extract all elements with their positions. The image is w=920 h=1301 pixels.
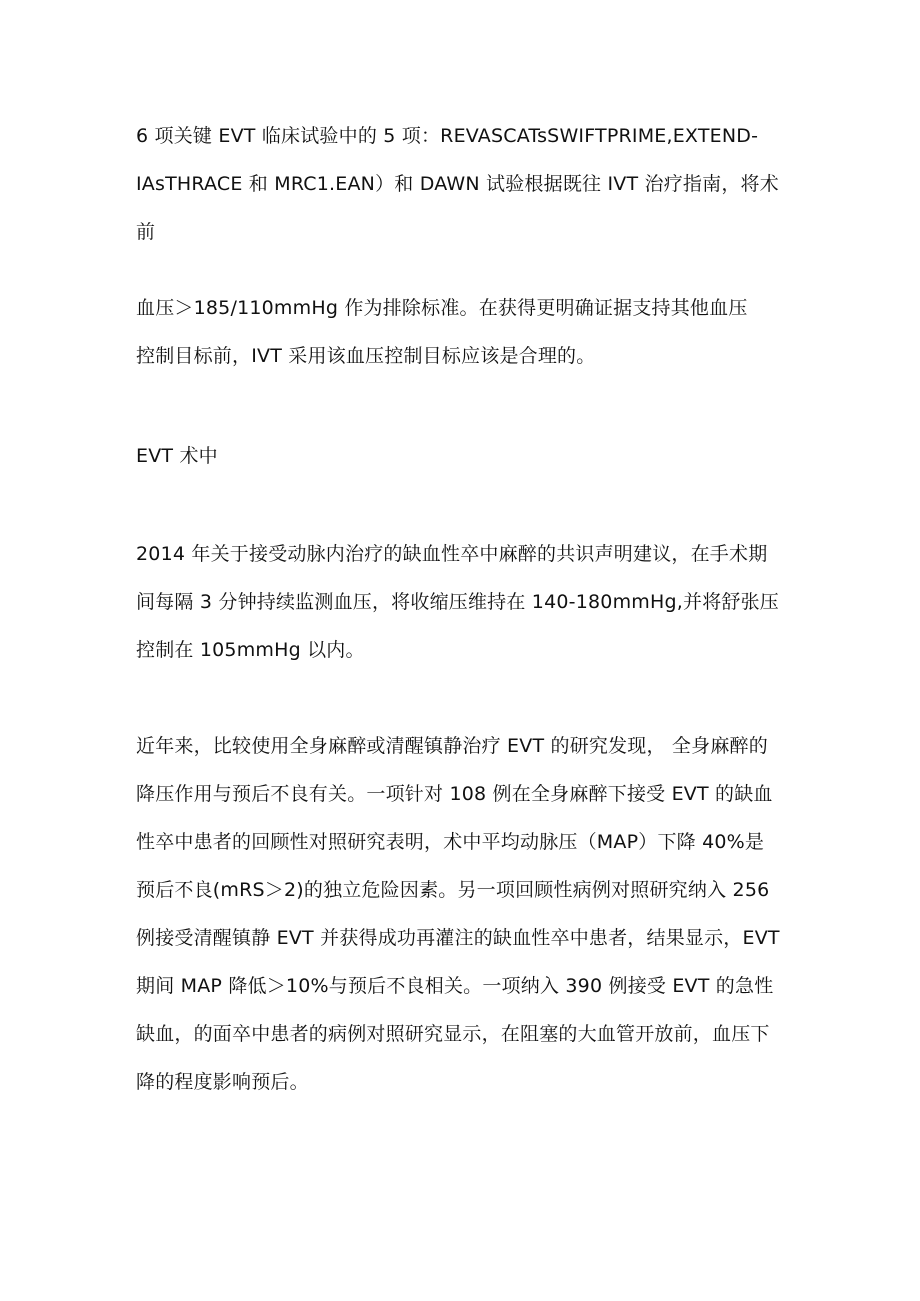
text-line: 预后不良(mRS＞2)的独立危险因素。另一项回顾性病例对照研究纳入 256 [136, 879, 770, 901]
text-line: 前 [136, 221, 156, 243]
paragraph-consensus-2014 [136, 530, 796, 674]
text-line: 控制目标前，IVT 采用该血压控制目标应该是合理的。 [136, 345, 596, 367]
text-line: 期间 MAP 降低＞10%与预后不良相关。一项纳入 390 例接受 EVT 的急性 [136, 975, 774, 997]
text-line: 近年来，比较使用全身麻醉或清醒镇静治疗 EVT 的研究发现， 全身麻醉的 [136, 735, 768, 757]
paragraph-bp-exclusion [136, 284, 796, 380]
text-line: 血压＞185/110mmHg 作为排除标准。在获得更明确证据支持其他血压 [136, 297, 748, 319]
text-line: 例接受清醒镇静 EVT 并获得成功再灌注的缺血性卒中患者，结果显示，EVT [136, 927, 780, 949]
text-line: 降的程度影响预后。 [136, 1071, 309, 1093]
text-line: 间每隔 3 分钟持续监测血压，将收缩压维持在 140-180mmHg,并将舒张压 [136, 591, 779, 613]
paragraph-recent-studies [136, 722, 796, 1106]
text-line: 性卒中患者的回顾性对照研究表明，术中平均动脉压（MAP）下降 40%是 [136, 831, 765, 853]
text-line: 缺血，的面卒中患者的病例对照研究显示，在阻塞的大血管开放前，血压下 [136, 1023, 770, 1045]
heading-text: EVT 术中 [136, 445, 218, 467]
text-line: 2014 年关于接受动脉内治疗的缺血性卒中麻醉的共识声明建议，在手术期 [136, 543, 768, 565]
text-line: IAsTHRACE 和 MRC1.EAN）和 DAWN 试验根据既往 IVT 治疗指南，将术 [136, 173, 779, 195]
text-line: 6 项关键 EVT 临床试验中的 5 项：REVASCATsSWIFTPRIME,EXTEND- [136, 125, 759, 147]
text-line: 控制在 105mmHg 以内。 [136, 639, 365, 661]
section-heading-evt-intraop [136, 432, 796, 480]
text-line: 降压作用与预后不良有关。一项针对 108 例在全身麻醉下接受 EVT 的缺血 [136, 783, 773, 805]
paragraph-evt-trials [136, 112, 796, 256]
